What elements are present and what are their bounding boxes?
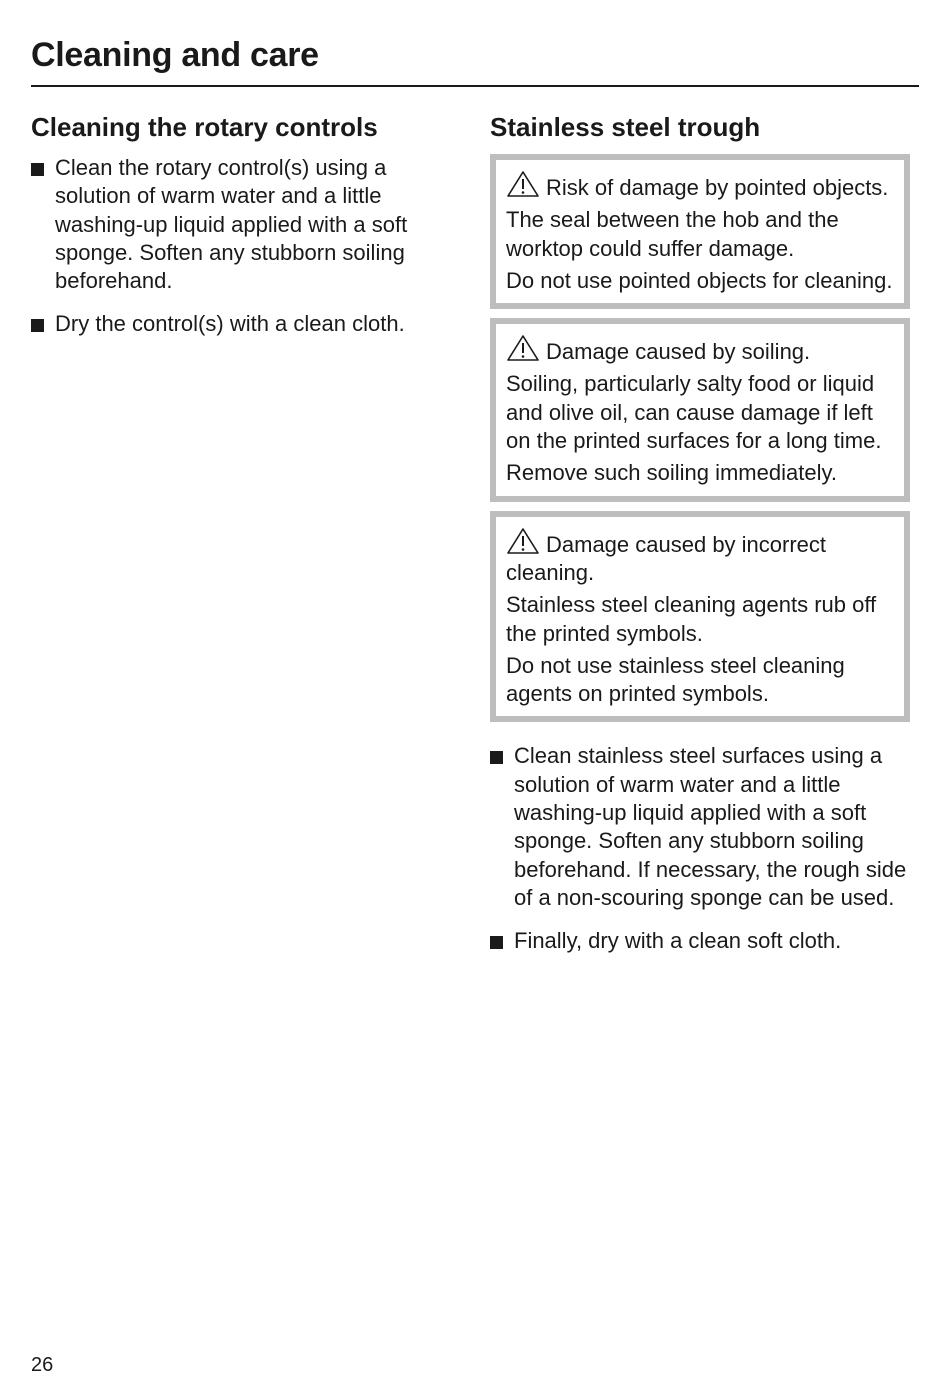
rotary-controls-list (31, 154, 456, 339)
warning-text: Soiling, particularly salty food or liquid and olive oil, can cause damage if left on the printed surfaces for a long time. (506, 371, 882, 454)
list-item (31, 154, 456, 295)
section-heading-rotary-controls: Cleaning the rotary controls (31, 112, 378, 142)
page-title: Cleaning and care (31, 36, 319, 74)
square-bullet-icon (490, 936, 503, 949)
list-item-text: Clean the rotary control(s) using a solution of warm water and a little washing-up liquid applied with a soft sponge. Soften any stubborn soiling beforehand. (55, 155, 408, 294)
left-column (31, 110, 456, 354)
page-number: 26 (31, 1354, 54, 1376)
warning-title: Damage caused by soiling. (546, 339, 811, 365)
warning-text: Stainless steel cleaning agents rub off the printed symbols. (506, 592, 877, 646)
right-column (490, 110, 922, 971)
square-bullet-icon (31, 319, 44, 332)
warning-text: Remove such soiling immediately. (506, 460, 837, 486)
stainless-steel-list (490, 742, 922, 955)
section-heading-stainless-steel-trough: Stainless steel trough (490, 112, 761, 142)
warning-box-soiling (490, 318, 910, 501)
square-bullet-icon (31, 163, 44, 176)
warning-box-incorrect-cleaning (490, 511, 910, 723)
warning-icon (506, 527, 540, 555)
warning-title: Risk of damage by pointed objects. (546, 175, 889, 200)
warning-icon (506, 170, 540, 198)
warning-icon (506, 334, 540, 362)
list-item (490, 927, 922, 955)
title-divider (31, 85, 919, 87)
list-item-text: Clean stainless steel surfaces using a solution of warm water and a little washing-up liquid applied with a soft sponge. Soften any stubborn soiling beforehand. If necessary, the rough side of a non-scouring sponge can be used. (514, 743, 907, 910)
warning-box-pointed-objects (490, 154, 910, 309)
warning-text: Do not use pointed objects for cleaning. (506, 267, 893, 293)
list-item-text: Dry the control(s) with a clean cloth. (55, 311, 405, 337)
warning-text: The seal between the hob and the worktop could suffer damage. (506, 207, 839, 261)
square-bullet-icon (490, 751, 503, 764)
warning-text: Do not use stainless steel cleaning agents on printed symbols. (506, 652, 845, 707)
warning-title: Damage caused by incorrect cleaning. (506, 531, 827, 585)
list-item-text: Finally, dry with a clean soft cloth. (514, 928, 842, 954)
list-item (31, 310, 456, 338)
list-item (490, 742, 922, 912)
